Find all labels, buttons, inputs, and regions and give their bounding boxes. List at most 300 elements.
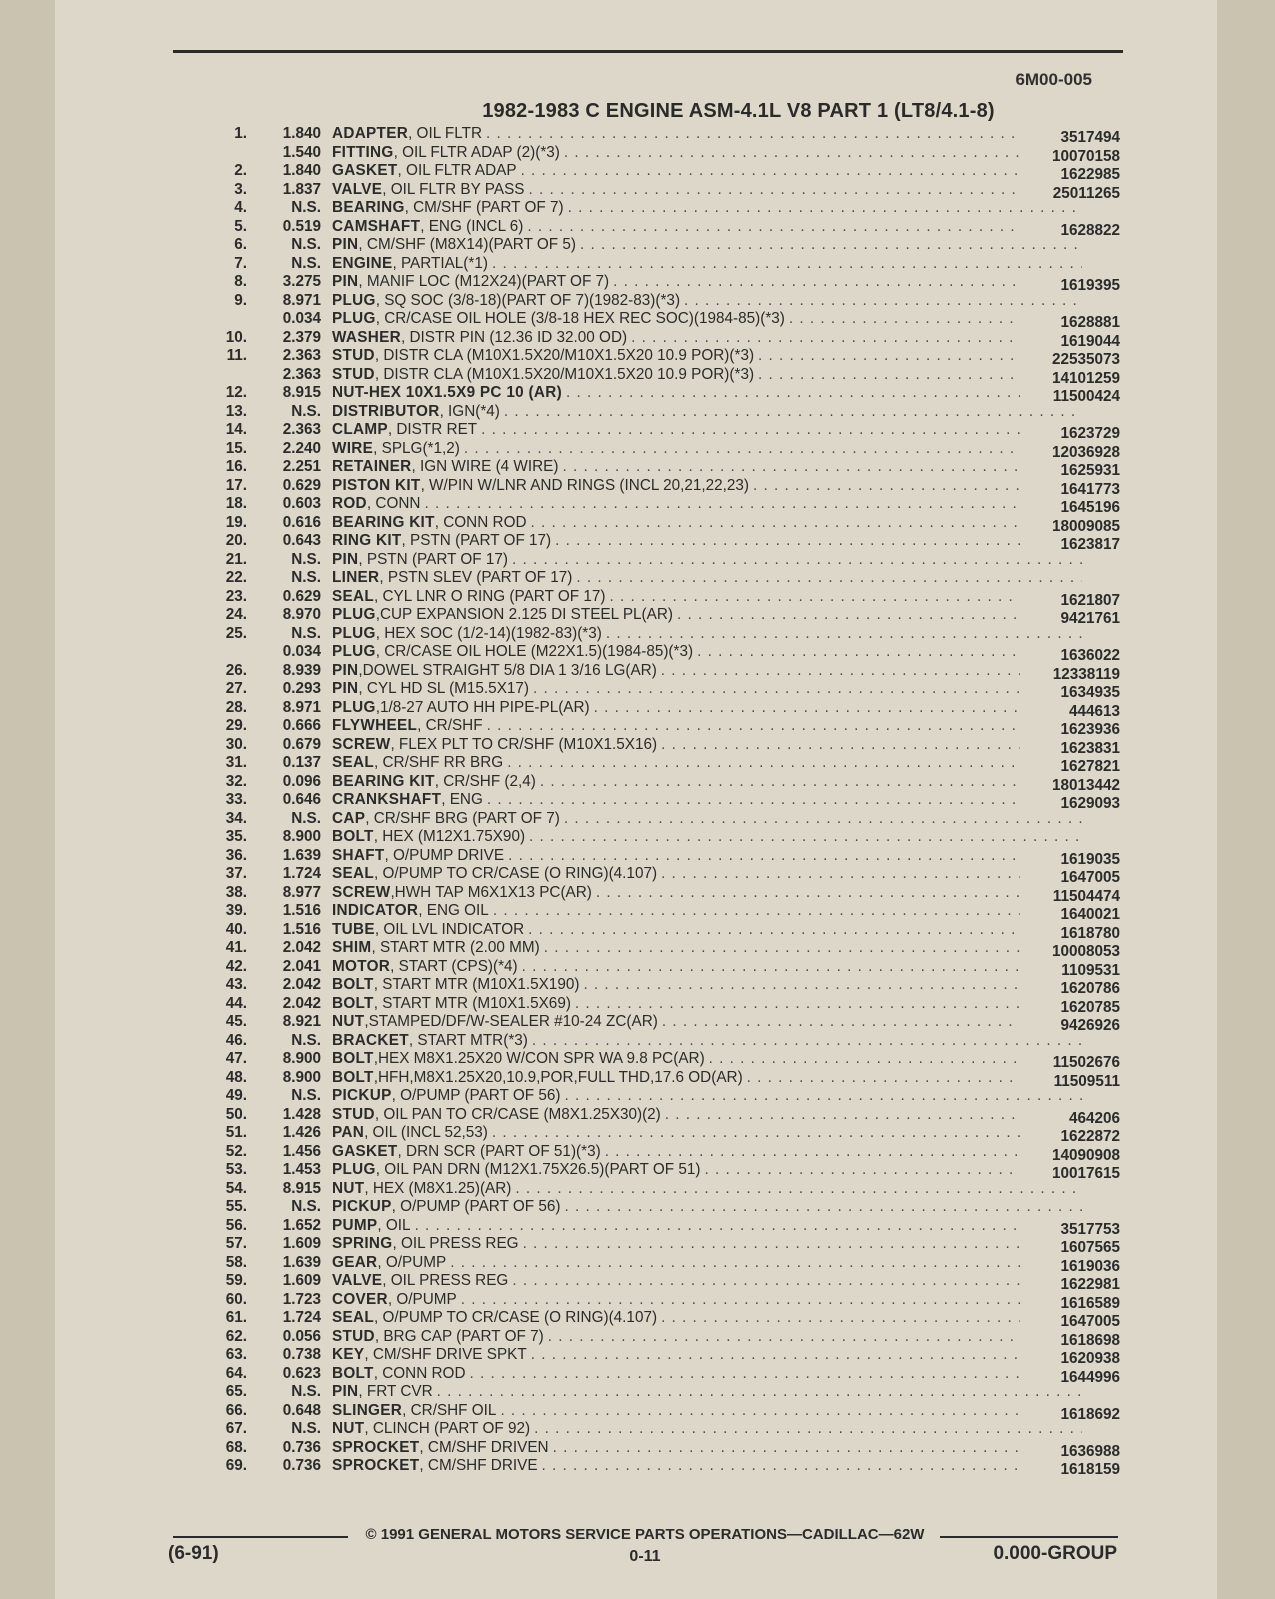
part-name: SCREW	[332, 883, 391, 901]
item-number: 60.	[225, 1290, 247, 1308]
table-row	[55, 1032, 1217, 1051]
group-number: 8.970	[282, 606, 321, 623]
item-number: 36.	[225, 846, 247, 864]
part-description	[332, 384, 1082, 403]
table-row	[55, 347, 1217, 366]
part-description	[332, 1328, 1082, 1347]
top-rule	[173, 50, 1123, 53]
item-number: 40.	[225, 920, 247, 938]
part-detail: , O/PUMP TO CR/CASE (O RING)(4.107)	[374, 865, 658, 882]
part-number: 11502676	[1052, 1054, 1120, 1071]
part-name: KEY	[332, 1346, 365, 1363]
part-name: STUD	[332, 1327, 375, 1345]
part-description	[332, 810, 1082, 829]
part-description	[332, 273, 1082, 292]
part-number: 12338119	[1052, 665, 1120, 683]
item-number: 10.	[225, 328, 247, 346]
table-row	[55, 551, 1217, 570]
part-name: NUT	[332, 1179, 365, 1197]
part-description	[332, 1439, 1082, 1458]
part-number: 1634935	[1060, 684, 1120, 701]
part-detail: , CONN ROD	[373, 1364, 466, 1382]
part-name: PLUG	[332, 310, 376, 327]
group-number: 0.616	[282, 513, 321, 531]
part-number: 22535073	[1051, 351, 1120, 368]
part-number: 1620938	[1060, 1350, 1120, 1367]
item-number: 3.	[234, 180, 247, 198]
part-detail: , OIL FLTR ADAP	[397, 162, 517, 179]
part-detail: , OIL FLTR BY PASS	[382, 180, 525, 198]
part-detail: , START MTR(*3)	[408, 1031, 528, 1049]
part-description	[332, 773, 1082, 792]
part-description	[332, 347, 1082, 366]
table-row	[55, 384, 1217, 403]
part-number: 1619044	[1060, 332, 1120, 350]
table-row	[55, 329, 1217, 348]
part-number: 1109531	[1061, 961, 1120, 979]
table-row	[55, 754, 1217, 773]
part-number: 1623831	[1060, 739, 1120, 757]
part-number: 14090908	[1051, 1146, 1120, 1164]
table-row	[55, 1291, 1217, 1310]
part-detail: , DRN SCR (PART OF 51)(*3)	[397, 1142, 601, 1160]
part-detail: , DISTR PIN (12.36 ID 32.00 OD)	[400, 328, 628, 346]
table-row	[55, 569, 1217, 588]
part-number: 1628881	[1060, 314, 1120, 331]
part-name: SPRING	[332, 1235, 393, 1252]
part-number: 1623817	[1060, 536, 1120, 553]
part-name: PLUG	[332, 698, 376, 716]
group-number: 0.736	[282, 1438, 321, 1456]
page-code: 6M00-005	[1015, 70, 1092, 89]
part-name: PIN	[332, 680, 359, 697]
part-name: BOLT	[332, 994, 374, 1012]
part-detail: , PSTN (PART OF 17)	[358, 550, 509, 568]
part-detail: ,CUP EXPANSION 2.125 DI STEEL PL(AR)	[375, 606, 673, 623]
part-description	[332, 236, 1082, 255]
group-number: 2.042	[282, 976, 321, 993]
part-name: SHAFT	[332, 846, 385, 864]
group-number: 0.519	[282, 217, 321, 235]
part-detail: , O/PUMP DRIVE	[384, 846, 505, 864]
part-description	[332, 1272, 1082, 1291]
item-number: 1.	[234, 125, 247, 142]
item-number: 56.	[225, 1216, 247, 1234]
part-name: PISTON KIT	[332, 476, 421, 494]
item-number: 15.	[225, 439, 247, 457]
part-name: NUT	[332, 1013, 365, 1030]
table-row	[55, 1365, 1217, 1384]
part-name: ENGINE	[332, 254, 393, 272]
part-description	[332, 1420, 1082, 1439]
item-number: 34.	[225, 809, 247, 827]
part-name: ROD	[332, 495, 367, 512]
part-detail: , DISTR CLA (M10X1.5X20/M10X1.5X20 10.9 POR)(*3)	[374, 347, 755, 364]
part-description	[332, 514, 1082, 533]
group-number: 0.643	[282, 532, 321, 549]
group-number: 0.629	[282, 587, 321, 605]
part-name: BOLT	[332, 828, 374, 845]
part-name: LINER	[332, 569, 380, 586]
table-row	[55, 458, 1217, 477]
part-description	[332, 588, 1082, 607]
part-detail: , SQ SOC (3/8-18)(PART OF 7)(1982-83)(*3)	[375, 291, 681, 309]
group-number: 1.724	[282, 1309, 321, 1326]
table-row	[55, 606, 1217, 625]
part-name: BEARING KIT	[332, 772, 435, 790]
footer-page-number: 0-11	[629, 1548, 661, 1565]
table-row	[55, 255, 1217, 274]
table-row	[55, 1457, 1217, 1476]
part-detail: , PARTIAL(*1)	[392, 254, 488, 272]
table-row	[55, 643, 1217, 662]
table-row	[55, 144, 1217, 163]
part-number: 1616589	[1060, 1294, 1120, 1312]
part-detail: , IGN WIRE (4 WIRE)	[411, 458, 559, 475]
group-number: 1.516	[282, 902, 321, 919]
table-row	[55, 273, 1217, 292]
table-row	[55, 421, 1217, 440]
part-description	[332, 1032, 1082, 1051]
item-number: 11.	[226, 347, 247, 364]
group-number: N.S.	[291, 236, 321, 253]
part-description	[332, 662, 1082, 681]
group-number: 1.652	[282, 1216, 321, 1234]
group-number: N.S.	[291, 809, 321, 827]
item-number: 55.	[225, 1198, 247, 1215]
part-detail: ,DOWEL STRAIGHT 5/8 DIA 1 3/16 LG(AR)	[358, 661, 657, 679]
group-number: 0.293	[282, 680, 321, 697]
table-row	[55, 810, 1217, 829]
item-number: 7.	[234, 254, 247, 272]
table-row	[55, 236, 1217, 255]
part-description	[332, 144, 1082, 163]
group-number: 8.939	[282, 661, 321, 679]
part-name: BOLT	[332, 1050, 374, 1067]
table-row	[55, 1180, 1217, 1199]
group-number: 8.971	[282, 698, 321, 716]
table-row	[55, 1050, 1217, 1069]
group-number: 1.609	[282, 1235, 321, 1252]
group-number: 1.609	[282, 1272, 321, 1289]
table-row	[55, 865, 1217, 884]
part-name: COVER	[332, 1290, 388, 1308]
part-name: FITTING	[332, 143, 394, 161]
part-number: 1618780	[1060, 924, 1120, 942]
part-description	[332, 199, 1082, 218]
group-number: 0.034	[282, 310, 321, 327]
part-description	[332, 717, 1082, 736]
part-detail: , CM/SHF (PART OF 7)	[404, 199, 564, 216]
group-number: 8.977	[282, 883, 321, 901]
table-row	[55, 1143, 1217, 1162]
item-number: 23.	[225, 587, 247, 605]
part-number: 444613	[1068, 702, 1120, 720]
part-detail: ,HEX M8X1.25X20 W/CON SPR WA 9.8 PC(AR)	[373, 1050, 705, 1067]
part-name: SEAL	[332, 1309, 374, 1326]
part-description	[332, 458, 1082, 477]
part-detail: , FRT CVR	[358, 1383, 433, 1400]
table-row	[55, 1013, 1217, 1032]
part-name: STUD	[332, 1105, 375, 1123]
part-name: NUT-HEX 10X1.5X9 PC 10 (AR)	[332, 384, 562, 401]
table-row	[55, 773, 1217, 792]
group-number: 1.724	[282, 865, 321, 882]
item-number: 19.	[225, 513, 247, 531]
part-description	[332, 847, 1082, 866]
part-detail: , CR/SHF OIL	[402, 1401, 497, 1419]
part-number: 1619035	[1060, 850, 1120, 868]
part-name: MOTOR	[332, 957, 391, 975]
table-row	[55, 995, 1217, 1014]
table-row	[55, 310, 1217, 329]
part-description	[332, 1235, 1082, 1254]
item-number: 38.	[225, 883, 247, 901]
part-detail: , O/PUMP	[377, 1253, 447, 1271]
table-row	[55, 680, 1217, 699]
part-number: 10017615	[1051, 1165, 1120, 1182]
table-row	[55, 717, 1217, 736]
group-number: 0.648	[282, 1401, 321, 1419]
part-number: 1623936	[1060, 721, 1120, 738]
part-description	[332, 1309, 1082, 1328]
item-number: 50.	[225, 1105, 247, 1123]
group-number: 0.679	[282, 735, 321, 753]
table-row	[55, 1087, 1217, 1106]
part-detail: , OIL PAN DRN (M12X1.75X26.5)(PART OF 51)	[375, 1161, 701, 1178]
group-number: 2.363	[282, 365, 321, 383]
group-number: 2.041	[282, 957, 321, 975]
item-number: 12.	[225, 384, 247, 401]
item-number: 43.	[225, 976, 247, 993]
footer-rule-right	[940, 1536, 1118, 1538]
table-row	[55, 699, 1217, 718]
part-description	[332, 1050, 1082, 1069]
part-description	[332, 1013, 1082, 1032]
footer-rule-left	[173, 1536, 348, 1538]
table-row	[55, 958, 1217, 977]
table-row	[55, 1328, 1217, 1347]
group-number: N.S.	[291, 1198, 321, 1215]
part-detail: , CR/SHF RR BRG	[374, 754, 504, 771]
part-description	[332, 1198, 1082, 1217]
part-description	[332, 495, 1082, 514]
item-number: 67.	[225, 1420, 247, 1437]
item-number: 53.	[225, 1161, 247, 1178]
part-number: 1640021	[1060, 906, 1120, 923]
part-detail: ,HFH,M8X1.25X20,10.9,POR,FULL THD,17.6 OD(AR)	[373, 1068, 743, 1086]
item-number: 48.	[225, 1068, 247, 1086]
part-detail: , CR/CASE OIL HOLE (M22X1.5)(1984-85)(*3)	[375, 643, 694, 660]
table-row	[55, 1402, 1217, 1421]
table-row	[55, 791, 1217, 810]
part-number: 464206	[1068, 1109, 1120, 1127]
item-number: 61.	[225, 1309, 247, 1326]
table-row	[55, 1124, 1217, 1143]
part-description	[332, 1087, 1082, 1106]
part-name: SPROCKET	[332, 1438, 420, 1456]
table-row	[55, 366, 1217, 385]
part-description	[332, 292, 1082, 311]
part-name: PIN	[332, 236, 359, 253]
group-number: 0.137	[282, 754, 321, 771]
part-name: PIN	[332, 273, 359, 290]
item-number: 14.	[225, 421, 247, 438]
part-name: CLAMP	[332, 421, 388, 438]
part-description	[332, 403, 1082, 422]
part-description	[332, 1402, 1082, 1421]
part-number: 11500424	[1052, 388, 1120, 405]
part-detail: , MANIF LOC (M12X24)(PART OF 7)	[358, 273, 610, 290]
group-number: 3.275	[282, 273, 321, 290]
part-description	[332, 828, 1082, 847]
part-name: SCREW	[332, 735, 391, 753]
part-number: 1623729	[1060, 425, 1120, 442]
part-detail: , BRG CAP (PART OF 7)	[374, 1327, 544, 1345]
table-row	[55, 1420, 1217, 1439]
table-row	[55, 1069, 1217, 1088]
group-number: 8.921	[282, 1013, 321, 1030]
table-row	[55, 162, 1217, 181]
table-row	[55, 495, 1217, 514]
part-number: 1622985	[1060, 166, 1120, 183]
part-number: 11509511	[1053, 1072, 1120, 1090]
item-number: 64.	[225, 1364, 247, 1382]
item-number: 68.	[225, 1438, 247, 1456]
table-row	[55, 1254, 1217, 1273]
part-description	[332, 440, 1082, 459]
part-description	[332, 1383, 1082, 1402]
part-name: PLUG	[332, 291, 376, 309]
part-detail: , HEX (M8X1.25)(AR)	[364, 1179, 512, 1197]
part-number: 1636988	[1060, 1442, 1120, 1460]
part-name: CRANKSHAFT	[332, 791, 442, 808]
table-row	[55, 1272, 1217, 1291]
part-detail: , OIL PRESS REG	[382, 1272, 509, 1289]
part-detail: , DISTR CLA (M10X1.5X20/M10X1.5X20 10.9 POR)(*3)	[374, 365, 755, 383]
table-row	[55, 1439, 1217, 1458]
part-detail: , SPLG(*1,2)	[373, 439, 460, 457]
table-row	[55, 1346, 1217, 1365]
table-row	[55, 1106, 1217, 1125]
part-detail: , O/PUMP (PART OF 56)	[391, 1198, 561, 1215]
part-name: PICKUP	[332, 1087, 392, 1104]
table-row	[55, 514, 1217, 533]
group-number: 2.240	[282, 439, 321, 457]
group-number: 8.915	[282, 384, 321, 401]
group-number: 2.251	[282, 458, 321, 475]
item-number: 57.	[225, 1235, 247, 1252]
part-name: BRACKET	[332, 1031, 409, 1049]
item-number: 16.	[225, 458, 247, 475]
item-number: 6.	[234, 236, 247, 253]
item-number: 69.	[225, 1457, 247, 1474]
part-name: PAN	[332, 1124, 365, 1141]
part-detail: , START MTR (M10X1.5X69)	[373, 994, 571, 1012]
item-number: 54.	[225, 1179, 247, 1197]
part-name: SEAL	[332, 865, 374, 882]
item-number: 30.	[225, 735, 247, 753]
item-number: 29.	[225, 717, 247, 734]
part-name: STUD	[332, 347, 375, 364]
part-number: 12036928	[1051, 443, 1120, 461]
table-row	[55, 181, 1217, 200]
group-number: 8.900	[282, 828, 321, 845]
part-number: 1622872	[1060, 1128, 1120, 1145]
copyright-line: © 1991 GENERAL MOTORS SERVICE PARTS OPERATIONS—CADILLAC—62W	[365, 1526, 925, 1543]
part-description	[332, 699, 1082, 718]
item-number: 47.	[225, 1050, 247, 1067]
part-description	[332, 532, 1082, 551]
group-number: 0.736	[282, 1457, 321, 1474]
part-detail: , FLEX PLT TO CR/SHF (M10X1.5X16)	[390, 735, 658, 753]
part-description	[332, 477, 1082, 496]
item-number: 32.	[225, 772, 247, 790]
group-number: 1.837	[282, 180, 321, 198]
part-description	[332, 1254, 1082, 1273]
part-description	[332, 310, 1082, 329]
table-row	[55, 218, 1217, 237]
part-number: 1636022	[1060, 647, 1120, 664]
part-number: 10008053	[1051, 943, 1120, 960]
group-number: N.S.	[291, 550, 321, 568]
group-number: 8.900	[282, 1068, 321, 1086]
part-number: 1625931	[1060, 462, 1120, 479]
part-number: 1620786	[1060, 980, 1120, 997]
part-description	[332, 1161, 1082, 1180]
part-name: SEAL	[332, 754, 374, 771]
part-description	[332, 606, 1082, 625]
item-number: 27.	[225, 680, 247, 697]
part-description	[332, 162, 1082, 181]
part-number: 1620785	[1060, 998, 1120, 1016]
part-description	[332, 125, 1082, 144]
part-detail: , ENG OIL	[418, 902, 489, 919]
group-number: 2.363	[282, 347, 321, 364]
group-number: 2.363	[282, 421, 321, 438]
part-name: BOLT	[332, 1364, 374, 1382]
part-detail: , OIL PRESS REG	[392, 1235, 519, 1252]
part-name: RETAINER	[332, 458, 412, 475]
part-description	[332, 329, 1082, 348]
part-detail: , PSTN SLEV (PART OF 17)	[379, 569, 573, 586]
part-number: 1641773	[1060, 480, 1120, 498]
part-name: PIN	[332, 1383, 359, 1400]
group-number: 0.034	[282, 643, 321, 660]
group-number: 0.646	[282, 791, 321, 808]
group-number: 1.639	[282, 846, 321, 864]
table-row	[55, 662, 1217, 681]
table-row	[55, 1309, 1217, 1328]
part-description	[332, 1069, 1082, 1088]
part-number: 1622981	[1060, 1276, 1120, 1293]
table-row	[55, 1161, 1217, 1180]
part-description	[332, 569, 1082, 588]
table-row	[55, 736, 1217, 755]
part-detail: , CR/CASE OIL HOLE (3/8-18 HEX REC SOC)(1984-85)(*3)	[375, 310, 785, 327]
part-detail: , CONN ROD	[434, 513, 527, 531]
part-name: PICKUP	[332, 1198, 392, 1215]
part-name: PIN	[332, 661, 359, 679]
group-number: 1.840	[282, 162, 321, 179]
part-name: PLUG	[332, 643, 376, 660]
part-name: CAMSHAFT	[332, 217, 421, 235]
group-number: 0.738	[282, 1346, 321, 1363]
table-row	[55, 625, 1217, 644]
part-detail: , CM/SHF DRIVE	[419, 1457, 538, 1474]
part-detail: , O/PUMP TO CR/CASE (O RING)(4.107)	[374, 1309, 658, 1326]
part-number: 3517494	[1060, 129, 1120, 146]
